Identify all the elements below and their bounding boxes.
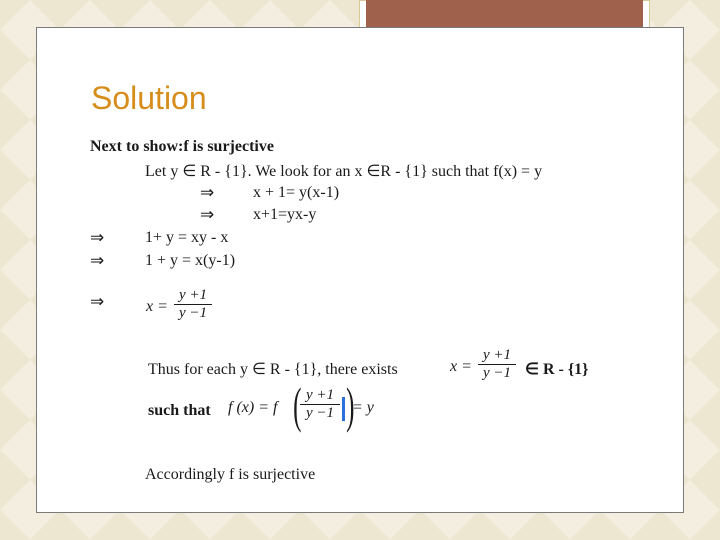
- step-4: 1 + y = x(y-1): [145, 252, 236, 269]
- exists-denominator: y −1: [478, 364, 516, 382]
- heading: Next to show:f is surjective: [90, 138, 274, 155]
- fraction-numerator: y +1: [178, 287, 208, 303]
- such-that-label: such that: [148, 402, 211, 419]
- implies-arrow-4: ⇒: [90, 251, 105, 270]
- exists-lhs: x =: [450, 358, 472, 375]
- exists-fraction: [478, 347, 516, 382]
- step-3: 1+ y = xy - x: [145, 229, 229, 246]
- solution-lhs: x =: [146, 298, 168, 315]
- f-rhs: = y: [352, 399, 374, 416]
- text-cursor: [342, 397, 345, 421]
- f-fraction: [300, 387, 340, 422]
- step-2: x+1=yx-y: [253, 206, 317, 223]
- exists-set: ∈ R - {1}: [525, 361, 589, 378]
- exists-numerator: y +1: [482, 347, 512, 363]
- step-1: x + 1= y(x-1): [253, 184, 340, 201]
- conclusion-line: Accordingly f is surjective: [145, 466, 316, 483]
- f-denominator: y −1: [300, 404, 340, 422]
- implies-arrow-5: ⇒: [90, 292, 105, 311]
- left-paren: (: [293, 377, 302, 433]
- f-numerator: y +1: [305, 387, 335, 403]
- thus-line: Thus for each y ∈ R - {1}, there exists: [148, 361, 398, 378]
- solution-fraction: [174, 287, 212, 322]
- let-line: Let y ∈ R - {1}. We look for an x ∈R - {1} such that f(x) = y: [145, 163, 543, 180]
- implies-arrow-1: ⇒: [200, 183, 215, 202]
- right-paren: ): [346, 377, 355, 433]
- implies-arrow-2: ⇒: [200, 205, 215, 224]
- fraction-denominator: y −1: [174, 304, 212, 322]
- slide-title: Solution: [91, 80, 207, 116]
- implies-arrow-3: ⇒: [90, 228, 105, 247]
- f-lhs: f (x) = f: [228, 399, 278, 416]
